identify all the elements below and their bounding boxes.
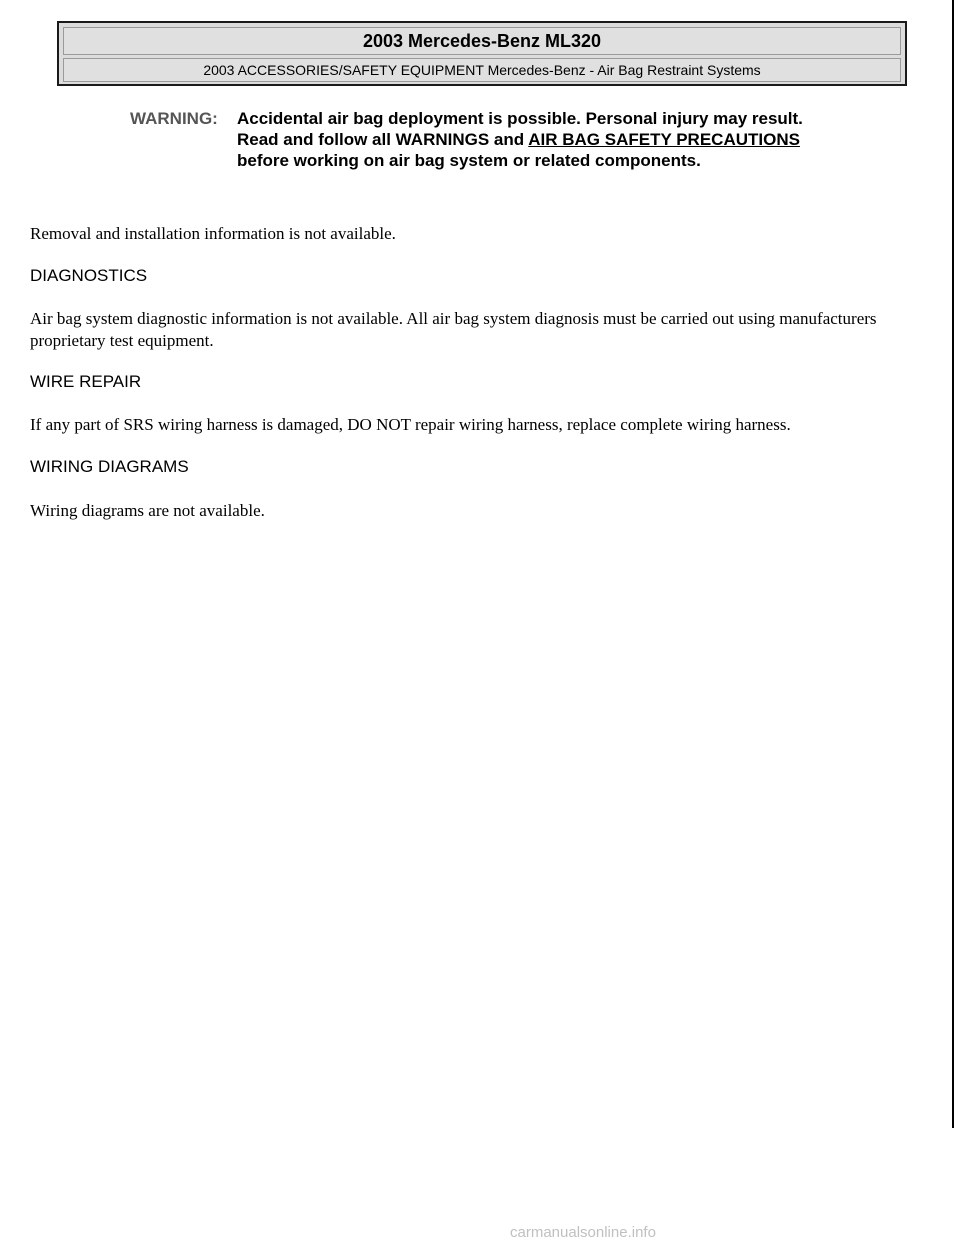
document-subtitle: 2003 ACCESSORIES/SAFETY EQUIPMENT Mercedes-Benz - Air Bag Restraint Systems: [63, 58, 901, 82]
wire-repair-heading: WIRE REPAIR: [30, 372, 142, 391]
warning-line-2-prefix: Read and follow all WARNINGS and: [237, 130, 529, 149]
page-border: [952, 0, 954, 1128]
warning-line-3: before working on air bag system or related components.: [237, 151, 701, 170]
warning-line-2: [237, 129, 887, 150]
warning-line-1: Accidental air bag deployment is possible. Personal injury may result.: [237, 109, 803, 128]
diagnostics-heading: DIAGNOSTICS: [30, 266, 148, 285]
removal-text: Removal and installation information is not available.: [30, 224, 396, 243]
diagnostics-text: Air bag system diagnostic information is not available. All air bag system diagnosis must be carried out using manufacturers proprietary test equipment.: [30, 309, 877, 350]
document-title: 2003 Mercedes-Benz ML320: [63, 27, 901, 55]
air-bag-safety-precautions-link[interactable]: AIR BAG SAFETY PRECAUTIONS: [528, 130, 800, 149]
watermark-text: carmanualsonline.info: [510, 1224, 656, 1241]
wire-repair-text: If any part of SRS wiring harness is damaged, DO NOT repair wiring harness, replace complete wiring harness.: [30, 415, 791, 434]
warning-text: [237, 108, 887, 171]
wiring-diagrams-text: Wiring diagrams are not available.: [30, 501, 265, 520]
wiring-diagrams-heading: WIRING DIAGRAMS: [30, 457, 189, 476]
page-header: [57, 21, 907, 86]
warning-label: WARNING:: [130, 109, 218, 128]
